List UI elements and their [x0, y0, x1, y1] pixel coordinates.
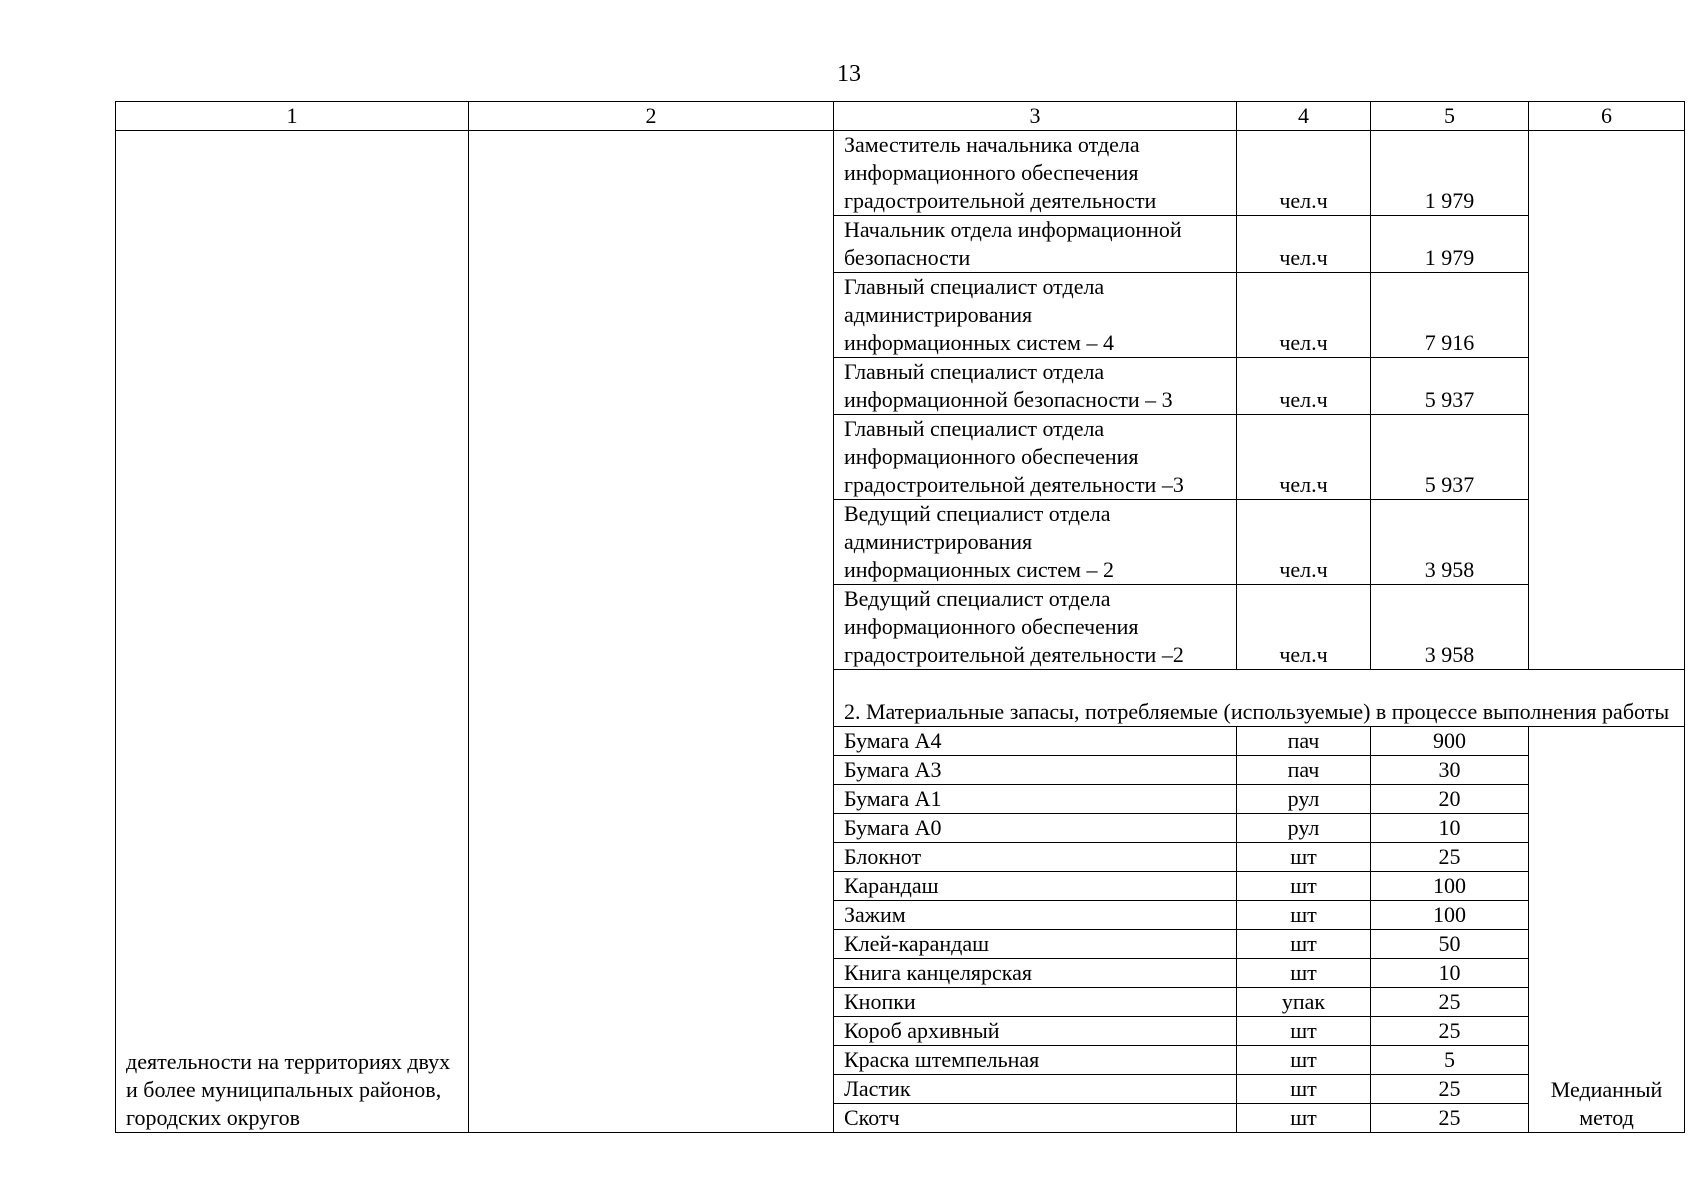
activity-description: деятельности на территориях двух и более муниципальных районов, городских округов [116, 131, 469, 1133]
unit-cell: пач [1237, 756, 1371, 785]
position-name: Ведущий специалист отдела информационного обеспечения градостроительной деятельности –2 [834, 585, 1237, 670]
value-cell: 20 [1371, 785, 1529, 814]
position-name: Начальник отдела информационной безопасности [834, 216, 1237, 273]
unit-cell: чел.ч [1237, 216, 1371, 273]
method-cell: Медианный метод [1529, 727, 1685, 1133]
position-name: Ведущий специалист отдела администрирования информационных систем – 2 [834, 500, 1237, 585]
material-name: Короб архивный [834, 1017, 1237, 1046]
unit-cell: шт [1237, 843, 1371, 872]
material-name: Бумага А0 [834, 814, 1237, 843]
norms-table [115, 101, 1685, 1133]
value-cell: 10 [1371, 814, 1529, 843]
position-name: Заместитель начальника отдела информационного обеспечения градостроительной деятельности [834, 131, 1237, 216]
value-cell: 3 958 [1371, 500, 1529, 585]
material-name: Клей-карандаш [834, 930, 1237, 959]
page-number: 13 [837, 61, 861, 87]
value-cell: 10 [1371, 959, 1529, 988]
value-cell: 100 [1371, 872, 1529, 901]
unit-cell: чел.ч [1237, 131, 1371, 216]
position-name: Главный специалист отдела информационного обеспечения градостроительной деятельности –3 [834, 415, 1237, 500]
unit-cell: шт [1237, 1046, 1371, 1075]
value-cell: 1 979 [1371, 216, 1529, 273]
unit-cell: шт [1237, 959, 1371, 988]
unit-cell: чел.ч [1237, 585, 1371, 670]
unit-cell: шт [1237, 901, 1371, 930]
header-col-6: 6 [1529, 102, 1685, 131]
value-cell: 5 937 [1371, 415, 1529, 500]
material-name: Карандаш [834, 872, 1237, 901]
value-cell: 7 916 [1371, 273, 1529, 358]
material-name: Скотч [834, 1104, 1237, 1133]
unit-cell: чел.ч [1237, 415, 1371, 500]
value-cell: 5 [1371, 1046, 1529, 1075]
column-2-cell [469, 131, 834, 1133]
value-cell: 5 937 [1371, 358, 1529, 415]
position-name: Главный специалист отдела информационной безопасности – 3 [834, 358, 1237, 415]
column-6-empty [1529, 131, 1685, 670]
material-name: Блокнот [834, 843, 1237, 872]
value-cell: 900 [1371, 727, 1529, 756]
value-cell: 25 [1371, 1017, 1529, 1046]
header-col-2: 2 [469, 102, 834, 131]
unit-cell: рул [1237, 785, 1371, 814]
value-cell: 30 [1371, 756, 1529, 785]
material-name: Книга канцелярская [834, 959, 1237, 988]
unit-cell: шт [1237, 1075, 1371, 1104]
header-row [116, 102, 1685, 131]
value-cell: 25 [1371, 988, 1529, 1017]
header-col-3: 3 [834, 102, 1237, 131]
unit-cell: чел.ч [1237, 358, 1371, 415]
value-cell: 25 [1371, 843, 1529, 872]
unit-cell: шт [1237, 1017, 1371, 1046]
material-name: Зажим [834, 901, 1237, 930]
unit-cell: упак [1237, 988, 1371, 1017]
material-name: Ластик [834, 1075, 1237, 1104]
unit-cell: чел.ч [1237, 273, 1371, 358]
unit-cell: чел.ч [1237, 500, 1371, 585]
value-cell: 50 [1371, 930, 1529, 959]
table-row [116, 131, 1685, 216]
section-title: 2. Материальные запасы, потребляемые (используемые) в процессе выполнения работы [834, 670, 1685, 727]
value-cell: 1 979 [1371, 131, 1529, 216]
material-name: Краска штемпельная [834, 1046, 1237, 1075]
value-cell: 25 [1371, 1075, 1529, 1104]
material-name: Бумага А1 [834, 785, 1237, 814]
material-name: Кнопки [834, 988, 1237, 1017]
value-cell: 3 958 [1371, 585, 1529, 670]
unit-cell: рул [1237, 814, 1371, 843]
unit-cell: шт [1237, 872, 1371, 901]
header-col-4: 4 [1237, 102, 1371, 131]
unit-cell: шт [1237, 1104, 1371, 1133]
value-cell: 25 [1371, 1104, 1529, 1133]
position-name: Главный специалист отдела администрирования информационных систем – 4 [834, 273, 1237, 358]
unit-cell: шт [1237, 930, 1371, 959]
value-cell: 100 [1371, 901, 1529, 930]
material-name: Бумага А4 [834, 727, 1237, 756]
material-name: Бумага А3 [834, 756, 1237, 785]
unit-cell: пач [1237, 727, 1371, 756]
header-col-1: 1 [116, 102, 469, 131]
header-col-5: 5 [1371, 102, 1529, 131]
